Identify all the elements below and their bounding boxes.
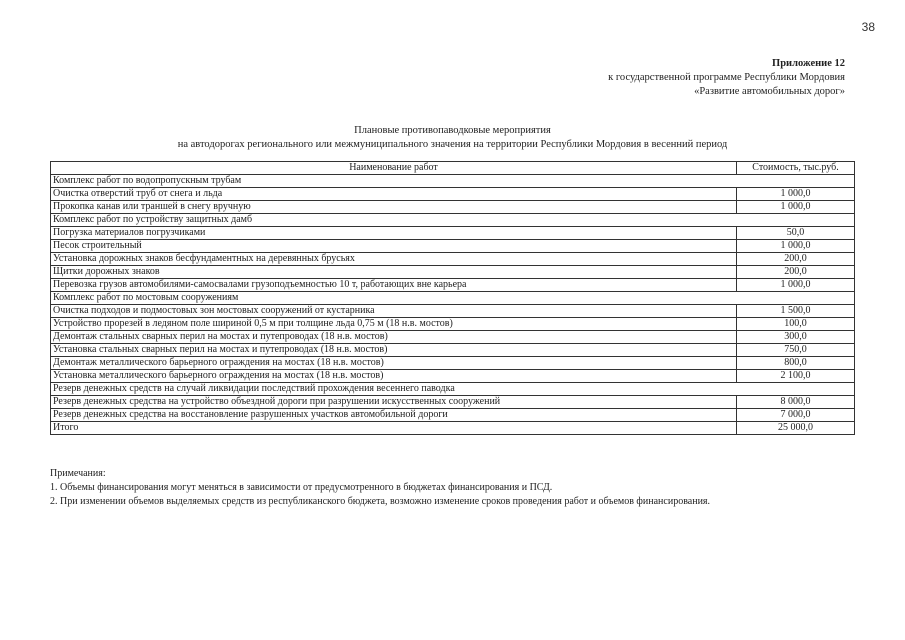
- section-title: Комплекс работ по устройству защитных дамб: [51, 214, 855, 227]
- work-name: Перевозка грузов автомобилями-самосвалами грузоподъемностью 10 т, работающих вне карьера: [51, 279, 737, 292]
- table-row: [51, 240, 855, 253]
- work-name: Погрузка материалов погрузчиками: [51, 227, 737, 240]
- work-cost: 300,0: [737, 331, 855, 344]
- work-name: Щитки дорожных знаков: [51, 266, 737, 279]
- work-name: Прокопка канав или траншей в снегу вручную: [51, 201, 737, 214]
- work-name: Итого: [51, 422, 737, 435]
- works-table: [50, 161, 855, 435]
- page-number: 38: [861, 20, 875, 34]
- note-item-2: 2. При изменении объемов выделяемых средств из республиканского бюджета, возможно изменение сроков проведения работ и объемов финансирования.: [50, 496, 711, 507]
- work-name: Устройство прорезей в ледяном поле шириной 0,5 м при толщине льда 0,75 м (18 н.в. мостов): [51, 318, 737, 331]
- table-row: [51, 279, 855, 292]
- work-cost: 1 000,0: [737, 279, 855, 292]
- header-cost: Стоимость, тыс.руб.: [737, 162, 855, 175]
- table-row: [51, 422, 855, 435]
- work-cost: 200,0: [737, 253, 855, 266]
- table-row: [51, 227, 855, 240]
- work-name: Очистка отверстий труб от снега и льда: [51, 188, 737, 201]
- table-row: [51, 318, 855, 331]
- appendix-header: [608, 57, 845, 99]
- work-cost: 1 000,0: [737, 240, 855, 253]
- work-cost: 25 000,0: [737, 422, 855, 435]
- table-row: [51, 253, 855, 266]
- work-cost: 200,0: [737, 266, 855, 279]
- appendix-line-1: к государственной программе Республики Мордовия: [608, 72, 845, 83]
- work-cost: 800,0: [737, 357, 855, 370]
- document-heading: [0, 124, 905, 152]
- table-row: [51, 266, 855, 279]
- table-section-row: [51, 383, 855, 396]
- work-name: Резерв денежных средства на восстановление разрушенных участков автомобильной дороги: [51, 409, 737, 422]
- note-item-1: 1. Объемы финансирования могут меняться в зависимости от предусмотренного в бюджетах финансирования и ПСД.: [50, 482, 553, 493]
- work-cost: 7 000,0: [737, 409, 855, 422]
- table-row: [51, 188, 855, 201]
- work-name: Установка дорожных знаков бесфундаментных на деревянных брусьях: [51, 253, 737, 266]
- work-name: Установка металлического барьерного ограждения на мостах (18 н.в. мостов): [51, 370, 737, 383]
- work-cost: 100,0: [737, 318, 855, 331]
- work-cost: 50,0: [737, 227, 855, 240]
- work-cost: 2 100,0: [737, 370, 855, 383]
- work-cost: 1 000,0: [737, 188, 855, 201]
- work-cost: 1 000,0: [737, 201, 855, 214]
- notes: [50, 467, 710, 509]
- table-section-row: [51, 214, 855, 227]
- work-name: Демонтаж металлического барьерного ограждения на мостах (18 н.в. мостов): [51, 357, 737, 370]
- table-row: [51, 370, 855, 383]
- section-title: Комплекс работ по водопропускным трубам: [51, 175, 855, 188]
- work-cost: 8 000,0: [737, 396, 855, 409]
- section-title: Резерв денежных средств на случай ликвидации последствий прохождения весеннего паводка: [51, 383, 855, 396]
- section-title: Комплекс работ по мостовым сооружениям: [51, 292, 855, 305]
- table-row: [51, 305, 855, 318]
- table-row: [51, 201, 855, 214]
- table-row: [51, 396, 855, 409]
- appendix-title: Приложение 12: [772, 58, 845, 69]
- table-body: [51, 175, 855, 435]
- table-row: [51, 409, 855, 422]
- header-name: Наименование работ: [51, 162, 737, 175]
- work-name: Установка стальных сварных перил на мостах и путепроводах (18 н.в. мостов): [51, 344, 737, 357]
- table-section-row: [51, 175, 855, 188]
- table-section-row: [51, 292, 855, 305]
- work-name: Песок строительный: [51, 240, 737, 253]
- work-name: Резерв денежных средства на устройство объездной дороги при разрушении искусственных сооружений: [51, 396, 737, 409]
- work-cost: 1 500,0: [737, 305, 855, 318]
- heading-line-2: на автодорогах регионального или межмуниципального значения на территории Республики Мордовия в весенний период: [177, 139, 728, 150]
- heading-line-1: Плановые противопаводковые мероприятия: [354, 125, 551, 136]
- work-name: Демонтаж стальных сварных перил на мостах и путепроводах (18 н.в. мостов): [51, 331, 737, 344]
- table-header-row: [51, 162, 855, 175]
- appendix-line-2: «Развитие автомобильных дорог»: [694, 86, 845, 97]
- work-cost: 750,0: [737, 344, 855, 357]
- table-row: [51, 344, 855, 357]
- notes-title: Примечания:: [50, 468, 106, 479]
- table-row: [51, 331, 855, 344]
- work-name: Очистка подходов и подмостовых зон мостовых сооружений от кустарника: [51, 305, 737, 318]
- table-row: [51, 357, 855, 370]
